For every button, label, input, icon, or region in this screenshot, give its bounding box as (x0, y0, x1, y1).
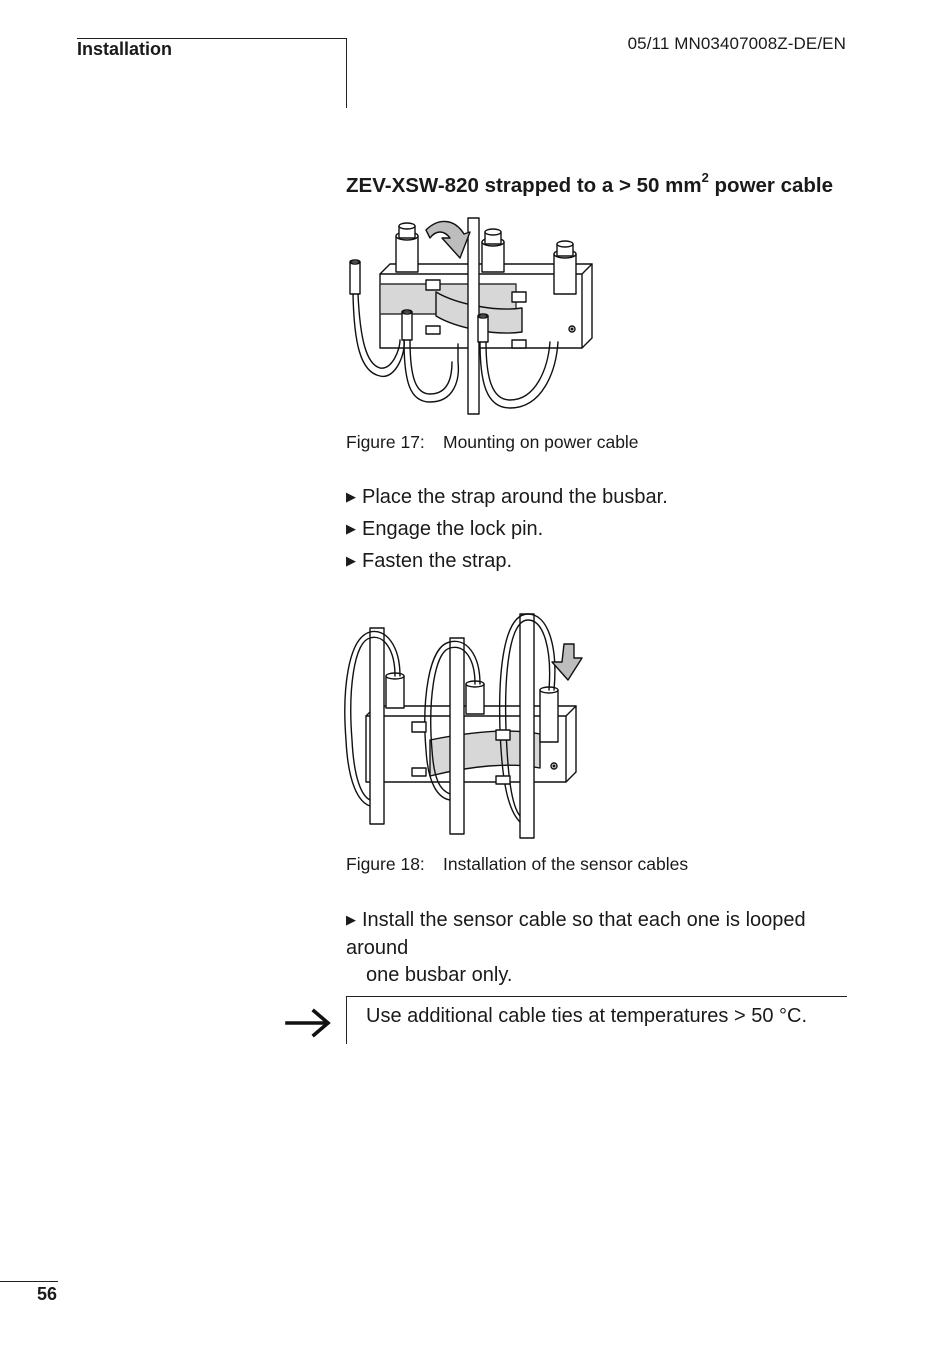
bullet-triangle-icon: ▶ (346, 521, 356, 536)
step-2-text: Engage the lock pin. (362, 518, 544, 540)
step-1-text: Place the strap around the busbar. (362, 486, 668, 508)
section-title: Installation (77, 39, 173, 59)
step-4-line-2: one busbar only. (366, 964, 513, 986)
arrow-right-icon (284, 1005, 334, 1041)
bullet-triangle-icon: ▶ (346, 553, 356, 568)
step-4 (346, 907, 866, 989)
step-3-text: Fasten the strap. (362, 550, 513, 572)
figure-18-caption (346, 854, 688, 875)
bullet-triangle-icon: ▶ (346, 912, 356, 927)
heading-main: ZEV-XSW-820 strapped to a > 50 mm (346, 173, 702, 197)
step-2 (346, 518, 543, 541)
figure-18-number: Figure 18: (346, 854, 425, 874)
bullet-triangle-icon: ▶ (346, 489, 356, 504)
note-text: Use additional cable ties at temperatures > 50 °C. (366, 1005, 808, 1027)
figure-18-caption-text: Installation of the sensor cables (443, 854, 689, 874)
page-number-rule (0, 1281, 58, 1282)
figure-17-number: Figure 17: (346, 432, 425, 452)
figure-17-illustration (346, 212, 606, 417)
step-1 (346, 486, 668, 509)
page-number: 56 (37, 1284, 58, 1304)
figure-17-caption-text: Mounting on power cable (443, 432, 639, 452)
document-id: 05/11 MN03407008Z-DE/EN (627, 34, 846, 53)
heading-tail: power cable (708, 173, 834, 197)
figure-17-caption (346, 432, 639, 453)
step-4-line-1 (346, 907, 866, 962)
step-3 (346, 550, 512, 573)
page-heading (346, 172, 833, 198)
step-4-text: Install the sensor cable so that each one is looped around (346, 909, 806, 959)
heading-superscript: 2 (701, 170, 709, 185)
figure-18-illustration (340, 610, 602, 846)
